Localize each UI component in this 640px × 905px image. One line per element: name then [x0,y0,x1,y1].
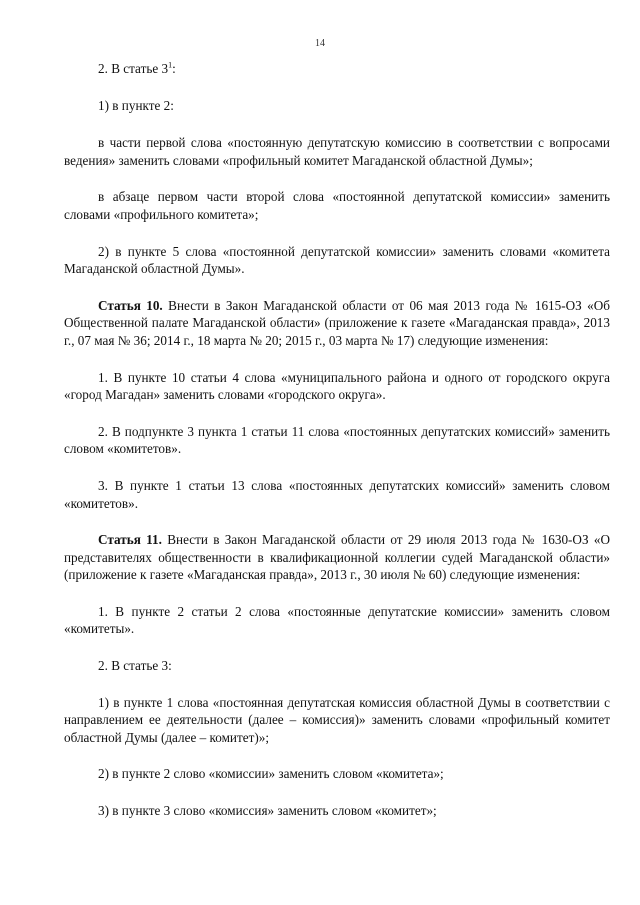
article-11 [64,531,610,584]
paragraph: 2) в пункте 2 слово «комиссии» заменить словом «комитета»; [98,766,444,782]
paragraph: 2) в пункте 5 слова «постоянной депутатской комиссии» заменить словами «комитета Магаданской областной Думы». [64,243,610,277]
paragraph: 1) в пункте 1 слова «постоянная депутатская комиссия областной Думы в соответствии с направлением ее деятельности (далее – комиссия)» заменить словами «профильный комитет областной Думы (далее – комитет)»; [64,694,610,745]
paragraph: 1. В пункте 10 статьи 4 слова «муниципального района и одного от городского округа «город Магадан» заменить словами «городского округа». [64,369,610,403]
article-10 [64,297,610,350]
paragraph-article-3-1 [64,60,610,78]
paragraph: 1) в пункте 2: [98,97,174,113]
article-11-label: Статья 11. [98,532,162,548]
paragraph: в части первой слова «постоянную депутатскую комиссию в соответствии с вопросами ведения» заменить словами «профильный комитет Магаданской областной Думы»; [64,135,610,168]
paragraph: 2. В подпункте 3 пункта 1 статьи 11 слова «постоянных депутатских комиссий» заменить словом «комитетов». [64,423,610,457]
page-number: 14 [315,38,325,49]
article-10-label: Статья 10. [98,297,163,313]
article-10-text: Внести в Закон Магаданской области от 06 мая 2013 года № 1615-ОЗ «Об Общественной палате Магаданской области» (приложение к газете «Магаданская правда», 2013 г., 07 мая № 36; 2014 г., 18 марта № 20; 2015 г., 03 марта № 17) следующие изменения: [64,297,610,348]
paragraph-text: 2. В статье 3 [98,61,169,76]
superscript: 1 [168,60,173,70]
paragraph: 1. В пункте 2 статьи 2 слова «постоянные депутатские комиссии» заменить словом «комитеты». [64,603,610,637]
paragraph: 2. В статье 3: [98,658,172,674]
paragraph-text: : [172,61,176,76]
article-11-text: Внести в Закон Магаданской области от 29 июля 2013 года № 1630-ОЗ «О представителях общественности в квалификационной коллегии судей Магаданской области» (приложение к газете «Магаданская правда», 2013 г., 30 июля № 60) следующие изменения: [64,532,610,583]
paragraph: 3. В пункте 1 статьи 13 слова «постоянных депутатских комиссий» заменить словом «комитетов». [64,477,610,511]
document-body [64,60,610,820]
paragraph: в абзаце первом части второй слова «постоянной депутатской комиссии» заменить словами «профильного комитета»; [64,189,610,222]
paragraph: 3) в пункте 3 слово «комиссия» заменить словом «комитет»; [98,803,437,819]
